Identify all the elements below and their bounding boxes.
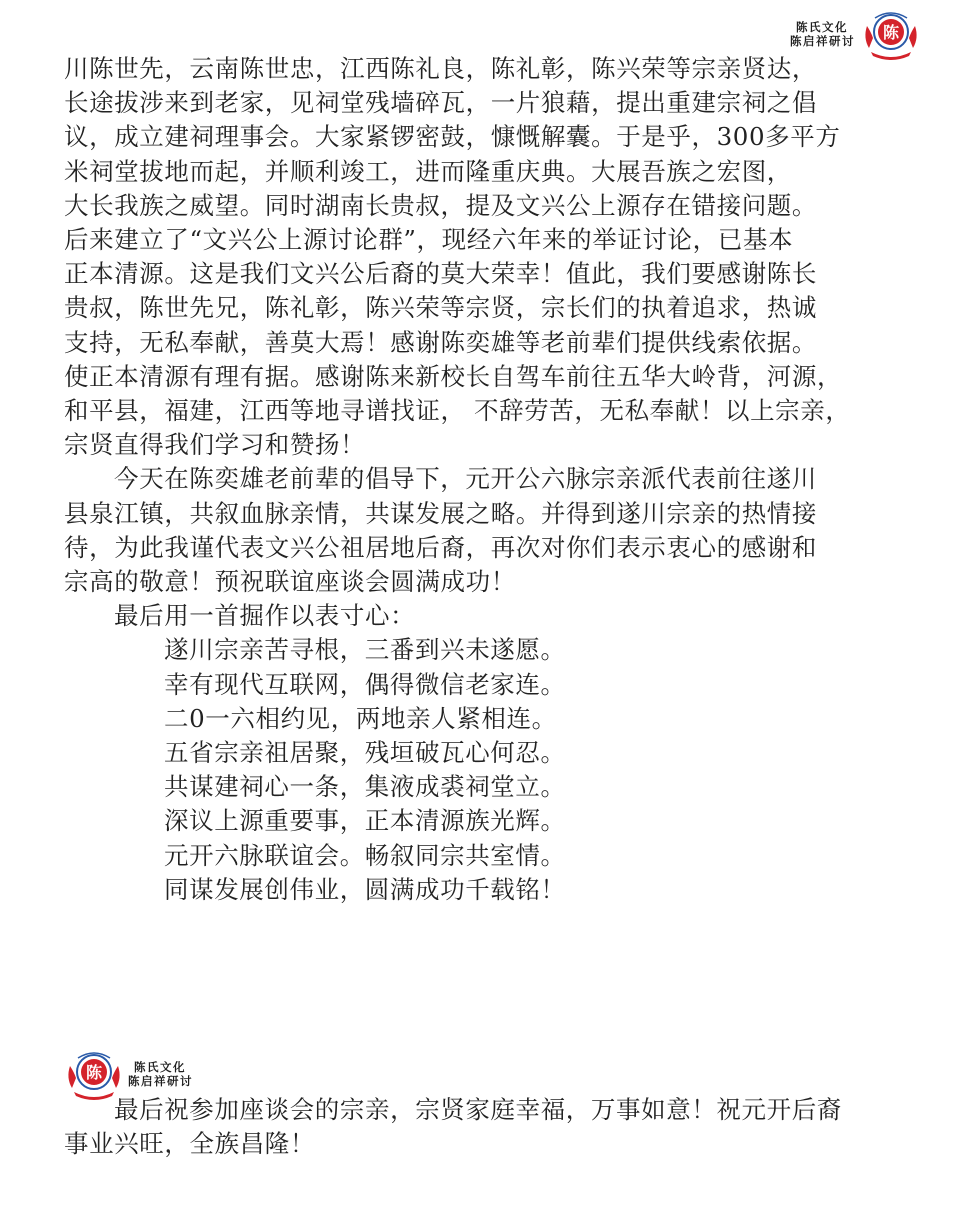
- text-line: 后来建立了“文兴公上源讨论群”，现经六年来的举证讨论，已基本: [64, 225, 794, 255]
- poem-line: 共谋建祠心一条，集液成裘祠堂立。: [164, 772, 566, 802]
- text-line: 今天在陈奕雄老前辈的倡导下，元开公六脉宗亲派代表前往遂川: [114, 464, 817, 494]
- text-line: 待，为此我谨代表文兴公祖居地后裔，再次对你们表示衷心的感谢和: [64, 532, 817, 562]
- poem-intro: 最后用一首掘作以表寸心：: [114, 601, 416, 631]
- logo-caption: [790, 20, 855, 48]
- logo-caption-line2: 陈启祥研讨: [790, 34, 855, 48]
- text-line: 事业兴旺，全族昌隆！: [64, 1129, 315, 1159]
- paragraph-2: [64, 462, 924, 599]
- poem: [64, 633, 924, 907]
- text-line: 贵叔，陈世先兄，陈礼彰，陈兴荣等宗贤，宗长们的执着追求，热诚: [64, 293, 817, 323]
- text-line: 宗高的敬意！预祝联谊座谈会圆满成功！: [64, 567, 516, 597]
- text-line: 最后祝参加座谈会的宗亲，宗贤家庭幸福，万事如意！祝元开后裔: [114, 1095, 842, 1124]
- paragraph-1: [64, 52, 924, 462]
- poem-line: 元开六脉联谊会。畅叙同宗共室情。: [164, 840, 566, 870]
- poem-line: 同谋发展创伟业，圆满成功千载铭！: [164, 874, 566, 904]
- poem-line: 五省宗亲祖居聚，残垣破瓦心何忍。: [164, 738, 566, 768]
- text-line: 县泉江镇，共叙血脉亲情，共谋发展之略。并得到遂川宗亲的热情接: [64, 498, 817, 528]
- text-line: 大长我族之威望。同时湖南长贵叔，提及文兴公上源存在错接问题。: [64, 190, 817, 220]
- text-line: 长途拔涉来到老家，见祠堂残墙碎瓦，一片狼藉，提出重建宗祠之倡: [64, 88, 817, 118]
- text-line: 米祠堂拔地而起，并顺利竣工，进而隆重庆典。大展吾族之宏图，: [64, 156, 792, 186]
- logo-caption-line1: 陈氏文化: [134, 1060, 186, 1074]
- closing-paragraph: [64, 1093, 924, 1161]
- text-line: 正本清源。这是我们文兴公后裔的莫大荣幸！值此，我们要感谢陈长: [64, 259, 817, 289]
- seal-glyph: 陈: [85, 1063, 103, 1082]
- text-line: 宗贤直得我们学习和赞扬！: [64, 430, 366, 460]
- article-body: [64, 52, 924, 907]
- logo-caption: [128, 1060, 193, 1088]
- text-line: 支持，无私奉献，善莫大焉！感谢陈奕雄等老前辈们提供线索依据。: [64, 327, 817, 357]
- text-line: 和平县，福建，江西等地寻谱找证， 不辞劳苦，无私奉献！以上宗亲，: [64, 396, 851, 426]
- text-line: 使正本清源有理有据。感谢陈来新校长自驾车前往五华大岭背，河源，: [64, 361, 843, 391]
- text-line: 议，成立建祠理事会。大家紧锣密鼓，慷慨解囊。于是乎，300多平方: [64, 122, 841, 152]
- poem-line: 遂川宗亲苦寻根，三番到兴未遂愿。: [164, 635, 566, 665]
- poem-line: 幸有现代互联网，偶得微信老家连。: [164, 669, 566, 699]
- logo-caption-line1: 陈氏文化: [796, 20, 848, 34]
- poem-line: 深议上源重要事，正本清源族光辉。: [164, 806, 566, 836]
- seal-glyph: 陈: [882, 23, 900, 42]
- poem-line: 二0一六相约见，两地亲人紧相连。: [164, 703, 557, 733]
- logo-caption-line2: 陈启祥研讨: [128, 1074, 193, 1088]
- text-line: 川陈世先，云南陈世忠，江西陈礼良，陈礼彰，陈兴荣等宗亲贤达，: [64, 54, 817, 83]
